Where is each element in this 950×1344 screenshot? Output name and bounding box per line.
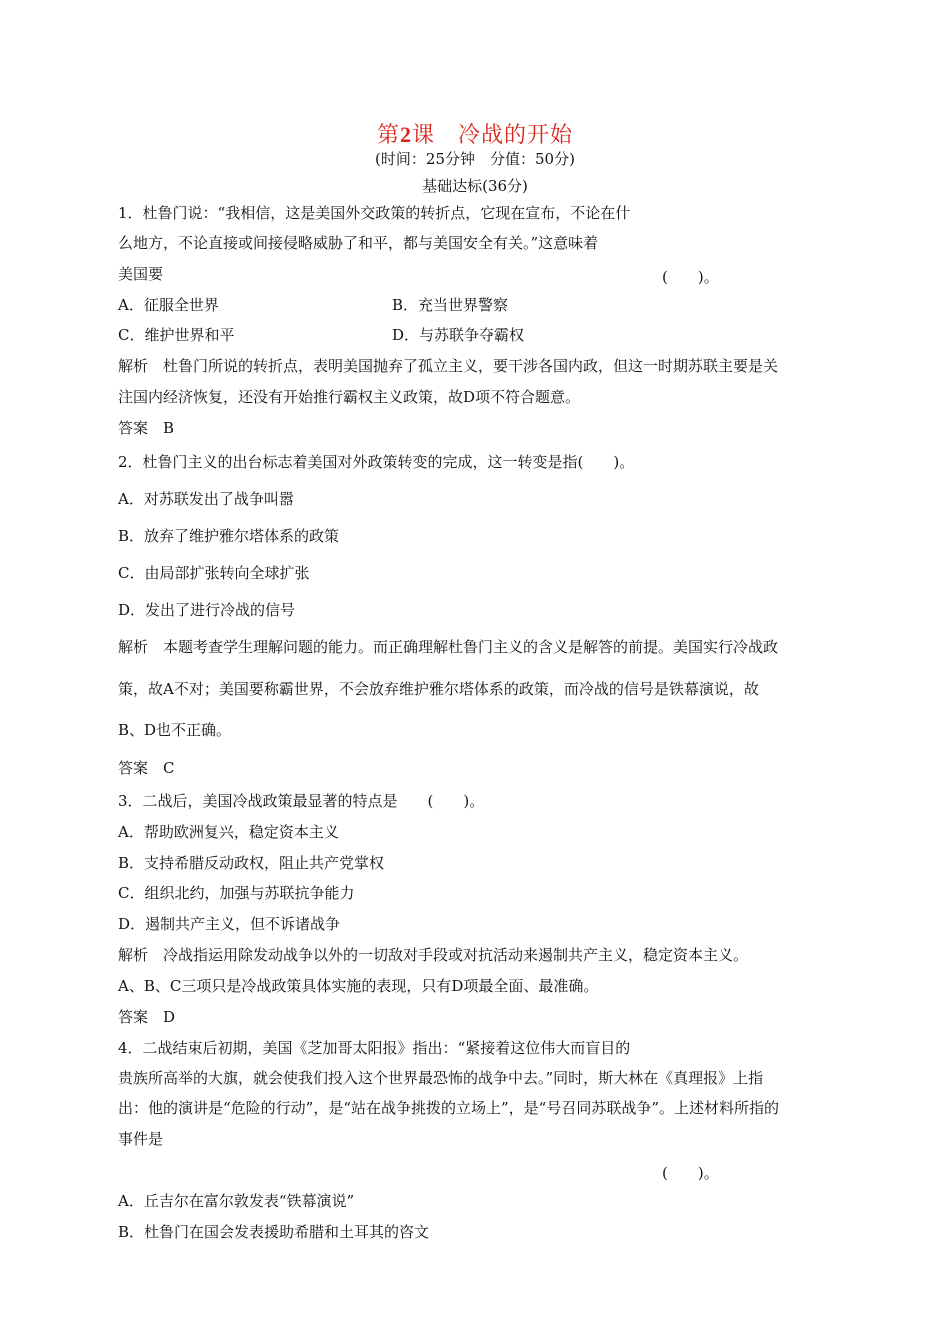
page-title	[0, 118, 950, 149]
q3-answer: 答案 D	[118, 1008, 176, 1026]
q4-option-a: A．丘吉尔在富尔敦发表“铁幕演说”	[118, 1192, 355, 1210]
title-rest: 课 冷战的开始	[412, 123, 574, 148]
time-score-info: (时间：25分钟 分值：50分)	[375, 150, 575, 168]
q4-option-b: B．杜鲁门在国会发表援助希腊和土耳其的咨文	[118, 1223, 430, 1241]
q3-option-c: C．组织北约，加强与苏联抗争能力	[118, 884, 355, 902]
q2-analysis-line2: 策，故A不对；美国要称霸世界，不会放弃维护雅尔塔体系的政策，而冷战的信号是铁幕演说，故	[118, 680, 759, 698]
q1-option-b: B．充当世界警察	[392, 296, 509, 314]
q2-option-a: A．对苏联发出了战争叫嚣	[118, 490, 294, 508]
q2-analysis-line3: B、D也不正确。	[118, 721, 232, 739]
q1-option-a: A．征服全世界	[118, 296, 219, 314]
q2-option-c: C．由局部扩张转向全球扩张	[118, 564, 310, 582]
q2-answer: 答案 C	[118, 759, 175, 777]
q1-answer-blank: ( )。	[662, 268, 719, 286]
q4-answer-blank: ( )。	[662, 1164, 719, 1182]
q1-stem-line1: 1．杜鲁门说：“我相信，这是美国外交政策的转折点，它现在宣布，不论在什	[118, 204, 631, 222]
q1-stem-line2: 么地方，不论直接或间接侵略威胁了和平，都与美国安全有关。”这意味着	[118, 234, 599, 252]
q3-option-d: D．遏制共产主义，但不诉诸战争	[118, 915, 341, 933]
q4-stem-line1: 4．二战结束后初期，美国《芝加哥太阳报》指出：“紧接着这位伟大而盲目的	[118, 1039, 631, 1057]
q2-stem: 2．杜鲁门主义的出台标志着美国对外政策转变的完成，这一转变是指( )。	[118, 453, 635, 471]
q1-analysis-line2: 注国内经济恢复，还没有开始推行霸权主义政策，故D项不符合题意。	[118, 388, 581, 406]
q2-analysis-line1: 解析 本题考查学生理解问题的能力。而正确理解杜鲁门主义的含义是解答的前提。美国实行冷战政	[118, 638, 779, 656]
q4-stem-line4: 事件是	[118, 1130, 164, 1148]
q1-option-c: C．维护世界和平	[118, 326, 235, 344]
q4-stem-line3: 出：他的演讲是“危险的行动”，是“站在战争挑拨的立场上”，是“号召同苏联战争”。上述材料所指的	[118, 1099, 780, 1117]
q2-option-b: B．放弃了维护雅尔塔体系的政策	[118, 527, 340, 545]
q1-stem-line3: 美国要	[118, 265, 164, 283]
q3-option-a: A．帮助欧洲复兴，稳定资本主义	[118, 823, 339, 841]
q3-analysis-line2: A、B、C三项只是冷战政策具体实施的表现，只有D项最全面、最准确。	[118, 977, 599, 995]
q3-analysis-line1: 解析 冷战指运用除发动战争以外的一切敌对手段或对抗活动来遏制共产主义，稳定资本主义。	[118, 946, 749, 964]
q1-answer: 答案 B	[118, 419, 175, 437]
q1-option-d: D．与苏联争夺霸权	[392, 326, 525, 344]
q3-stem: 3．二战后，美国冷战政策最显著的特点是 ( )。	[118, 792, 485, 810]
q4-stem-line2: 贵族所高举的大旗，就会使我们投入这个世界最恐怖的战争中去。”同时，斯大林在《真理报》上指	[118, 1069, 764, 1087]
section-heading: 基础达标(36分)	[422, 177, 528, 195]
title-number: 2	[400, 122, 412, 147]
q1-analysis-line1: 解析 杜鲁门所说的转折点，表明美国抛弃了孤立主义，要干涉各国内政，但这一时期苏联主要是关	[118, 357, 779, 375]
q2-option-d: D．发出了进行冷战的信号	[118, 601, 296, 619]
title-prefix: 第	[376, 123, 400, 148]
q3-option-b: B．支持希腊反动政权，阻止共产党掌权	[118, 854, 385, 872]
